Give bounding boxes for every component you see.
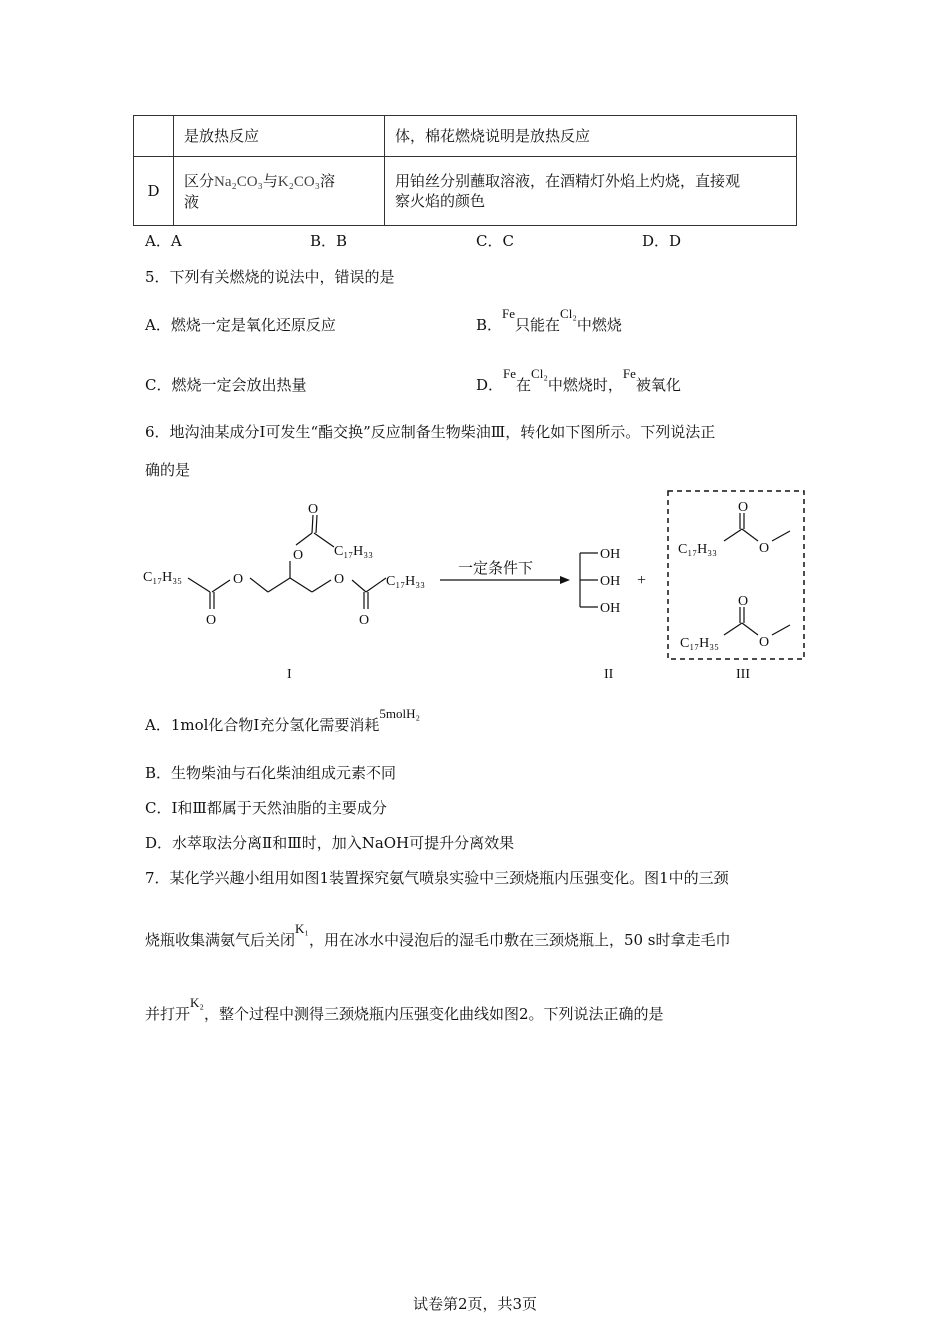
q5-stem: 5．下列有关燃烧的说法中，错误的是 — [145, 268, 395, 286]
hydroxyl-label: OH — [600, 547, 621, 562]
op-line2: 察火焰的颜色 — [395, 192, 486, 210]
op-line1: 用铂丝分别蘸取溶液，在酒精灯外焰上灼烧，直接观 — [395, 172, 741, 190]
q4-row2-experiment — [174, 157, 385, 226]
q6-option-c: C．Ⅰ和Ⅲ都属于天然油脂的主要成分 — [145, 799, 387, 817]
arrow-condition: 一定条件下 — [458, 561, 534, 577]
q5-b-suffix: 中燃烧 — [576, 316, 622, 334]
chem-fe: Fe — [503, 366, 517, 381]
q6-option-d: D．水萃取法分离Ⅱ和Ⅲ时，加入NaOH可提升分离效果 — [145, 834, 515, 852]
exp-prefix: 区分 — [184, 171, 215, 190]
q6-stem-line1: 6．地沟油某成分Ⅰ可发生“酯交换”反应制备生物柴油Ⅲ，转化如下图所示。下列说法正 — [145, 423, 716, 441]
compound-label-3: III — [736, 667, 750, 682]
q5-d-suffix: 被氧化 — [635, 376, 681, 394]
q5-option-d — [476, 366, 681, 396]
exp-mid: 与 — [262, 171, 278, 190]
oxygen-label: O — [359, 613, 370, 628]
q7-line2 — [145, 921, 731, 951]
c17h35-label: C₁₇H₃₅ — [680, 636, 719, 651]
q4-table — [133, 115, 797, 226]
q7-line3 — [145, 995, 664, 1025]
triglyceride-bonds — [188, 515, 386, 609]
oxygen-label: O — [233, 572, 244, 587]
oxygen-label: O — [334, 572, 345, 587]
reaction-scheme — [140, 485, 810, 685]
q4-row2-label: D — [134, 157, 174, 226]
glycerol-bonds — [580, 553, 598, 607]
c17h33-label: C₁₇H₃₃ — [334, 544, 373, 559]
methyl-ester-bonds — [724, 513, 790, 635]
q7-line2-b: ，用在冰水中浸泡后的湿毛巾敷在三颈烧瓶上，50 s时拿走毛巾 — [308, 931, 731, 949]
page-footer: 试卷第2页，共3页 — [412, 1295, 538, 1313]
table-row — [134, 116, 797, 157]
q4-row1-experiment: 是放热反应 — [174, 116, 385, 157]
q5-d-mid1: 在 — [516, 376, 532, 394]
q6-option-b: B．生物柴油与石化柴油组成元素不同 — [145, 764, 397, 782]
exp-suffix: 溶 — [319, 171, 335, 190]
oxygen-label: O — [759, 635, 770, 650]
hydroxyl-label: OH — [600, 574, 621, 589]
q5-d-prefix: D． — [476, 376, 504, 394]
q5-b-mid: 只能在 — [515, 316, 561, 334]
chem-k2: K₂ — [190, 995, 204, 1010]
oxygen-label: O — [308, 502, 319, 517]
q6-option-a — [145, 706, 421, 736]
compound-label-2: II — [604, 667, 614, 682]
c17h33-label: C₁₇H₃₃ — [678, 542, 717, 557]
q4-row1-label — [134, 116, 174, 157]
q7-line1: 7．某化学兴趣小组用如图1装置探究氨气喷泉实验中三颈烧瓶内压强变化。图1中的三颈 — [145, 869, 729, 887]
oxygen-label: O — [738, 500, 749, 515]
chem-k2co3: K₂CO₃ — [277, 173, 320, 190]
q5-d-mid2: 中燃烧时， — [547, 376, 623, 394]
chem-fe: Fe — [622, 366, 636, 381]
chem-k1: K₁ — [295, 921, 309, 936]
q4-option-a: A．A — [145, 232, 182, 250]
arrow-head — [560, 576, 570, 584]
q4-option-d: D．D — [642, 232, 682, 250]
chem-na2co3: Na₂CO₃ — [214, 173, 263, 190]
q6-a-text: A．1mol化合物Ⅰ充分氢化需要消耗 — [145, 716, 380, 734]
q4-option-b: B．B — [310, 232, 348, 250]
q7-line2-a: 烧瓶收集满氨气后关闭 — [145, 931, 296, 949]
q5-option-c: C．燃烧一定会放出热量 — [145, 376, 307, 394]
chem-cl2: Cl₂ — [560, 306, 577, 321]
product-box — [668, 491, 804, 659]
q6-stem-line2: 确的是 — [145, 461, 191, 479]
q4-row2-operation — [385, 157, 797, 226]
chem-fe: Fe — [502, 306, 516, 321]
compound-label-1: I — [287, 667, 292, 682]
c17h35-label: C₁₇H₃₅ — [143, 570, 182, 585]
q5-option-b — [476, 306, 622, 336]
oxygen-label: O — [738, 594, 749, 609]
oxygen-label: O — [206, 613, 217, 628]
chem-cl2: Cl₂ — [531, 366, 548, 381]
q7-line3-a: 并打开 — [145, 1005, 191, 1023]
table-row — [134, 157, 797, 226]
oxygen-label: O — [759, 541, 770, 556]
plus-sign: + — [637, 572, 647, 589]
hydroxyl-label: OH — [600, 601, 621, 616]
oxygen-label: O — [293, 548, 304, 563]
q7-line3-b: ，整个过程中测得三颈烧瓶内压强变化曲线如图2。下列说法正确的是 — [203, 1005, 664, 1023]
q5-b-prefix: B． — [476, 316, 503, 334]
exp-line2: 液 — [184, 192, 200, 211]
chem-5molh2: 5molH₂ — [379, 706, 421, 721]
q5-option-a: A．燃烧一定是氧化还原反应 — [145, 316, 336, 334]
c17h33-label: C₁₇H₃₃ — [386, 574, 425, 589]
q4-row1-operation: 体，棉花燃烧说明是放热反应 — [385, 116, 797, 157]
q4-option-c: C．C — [476, 232, 514, 250]
